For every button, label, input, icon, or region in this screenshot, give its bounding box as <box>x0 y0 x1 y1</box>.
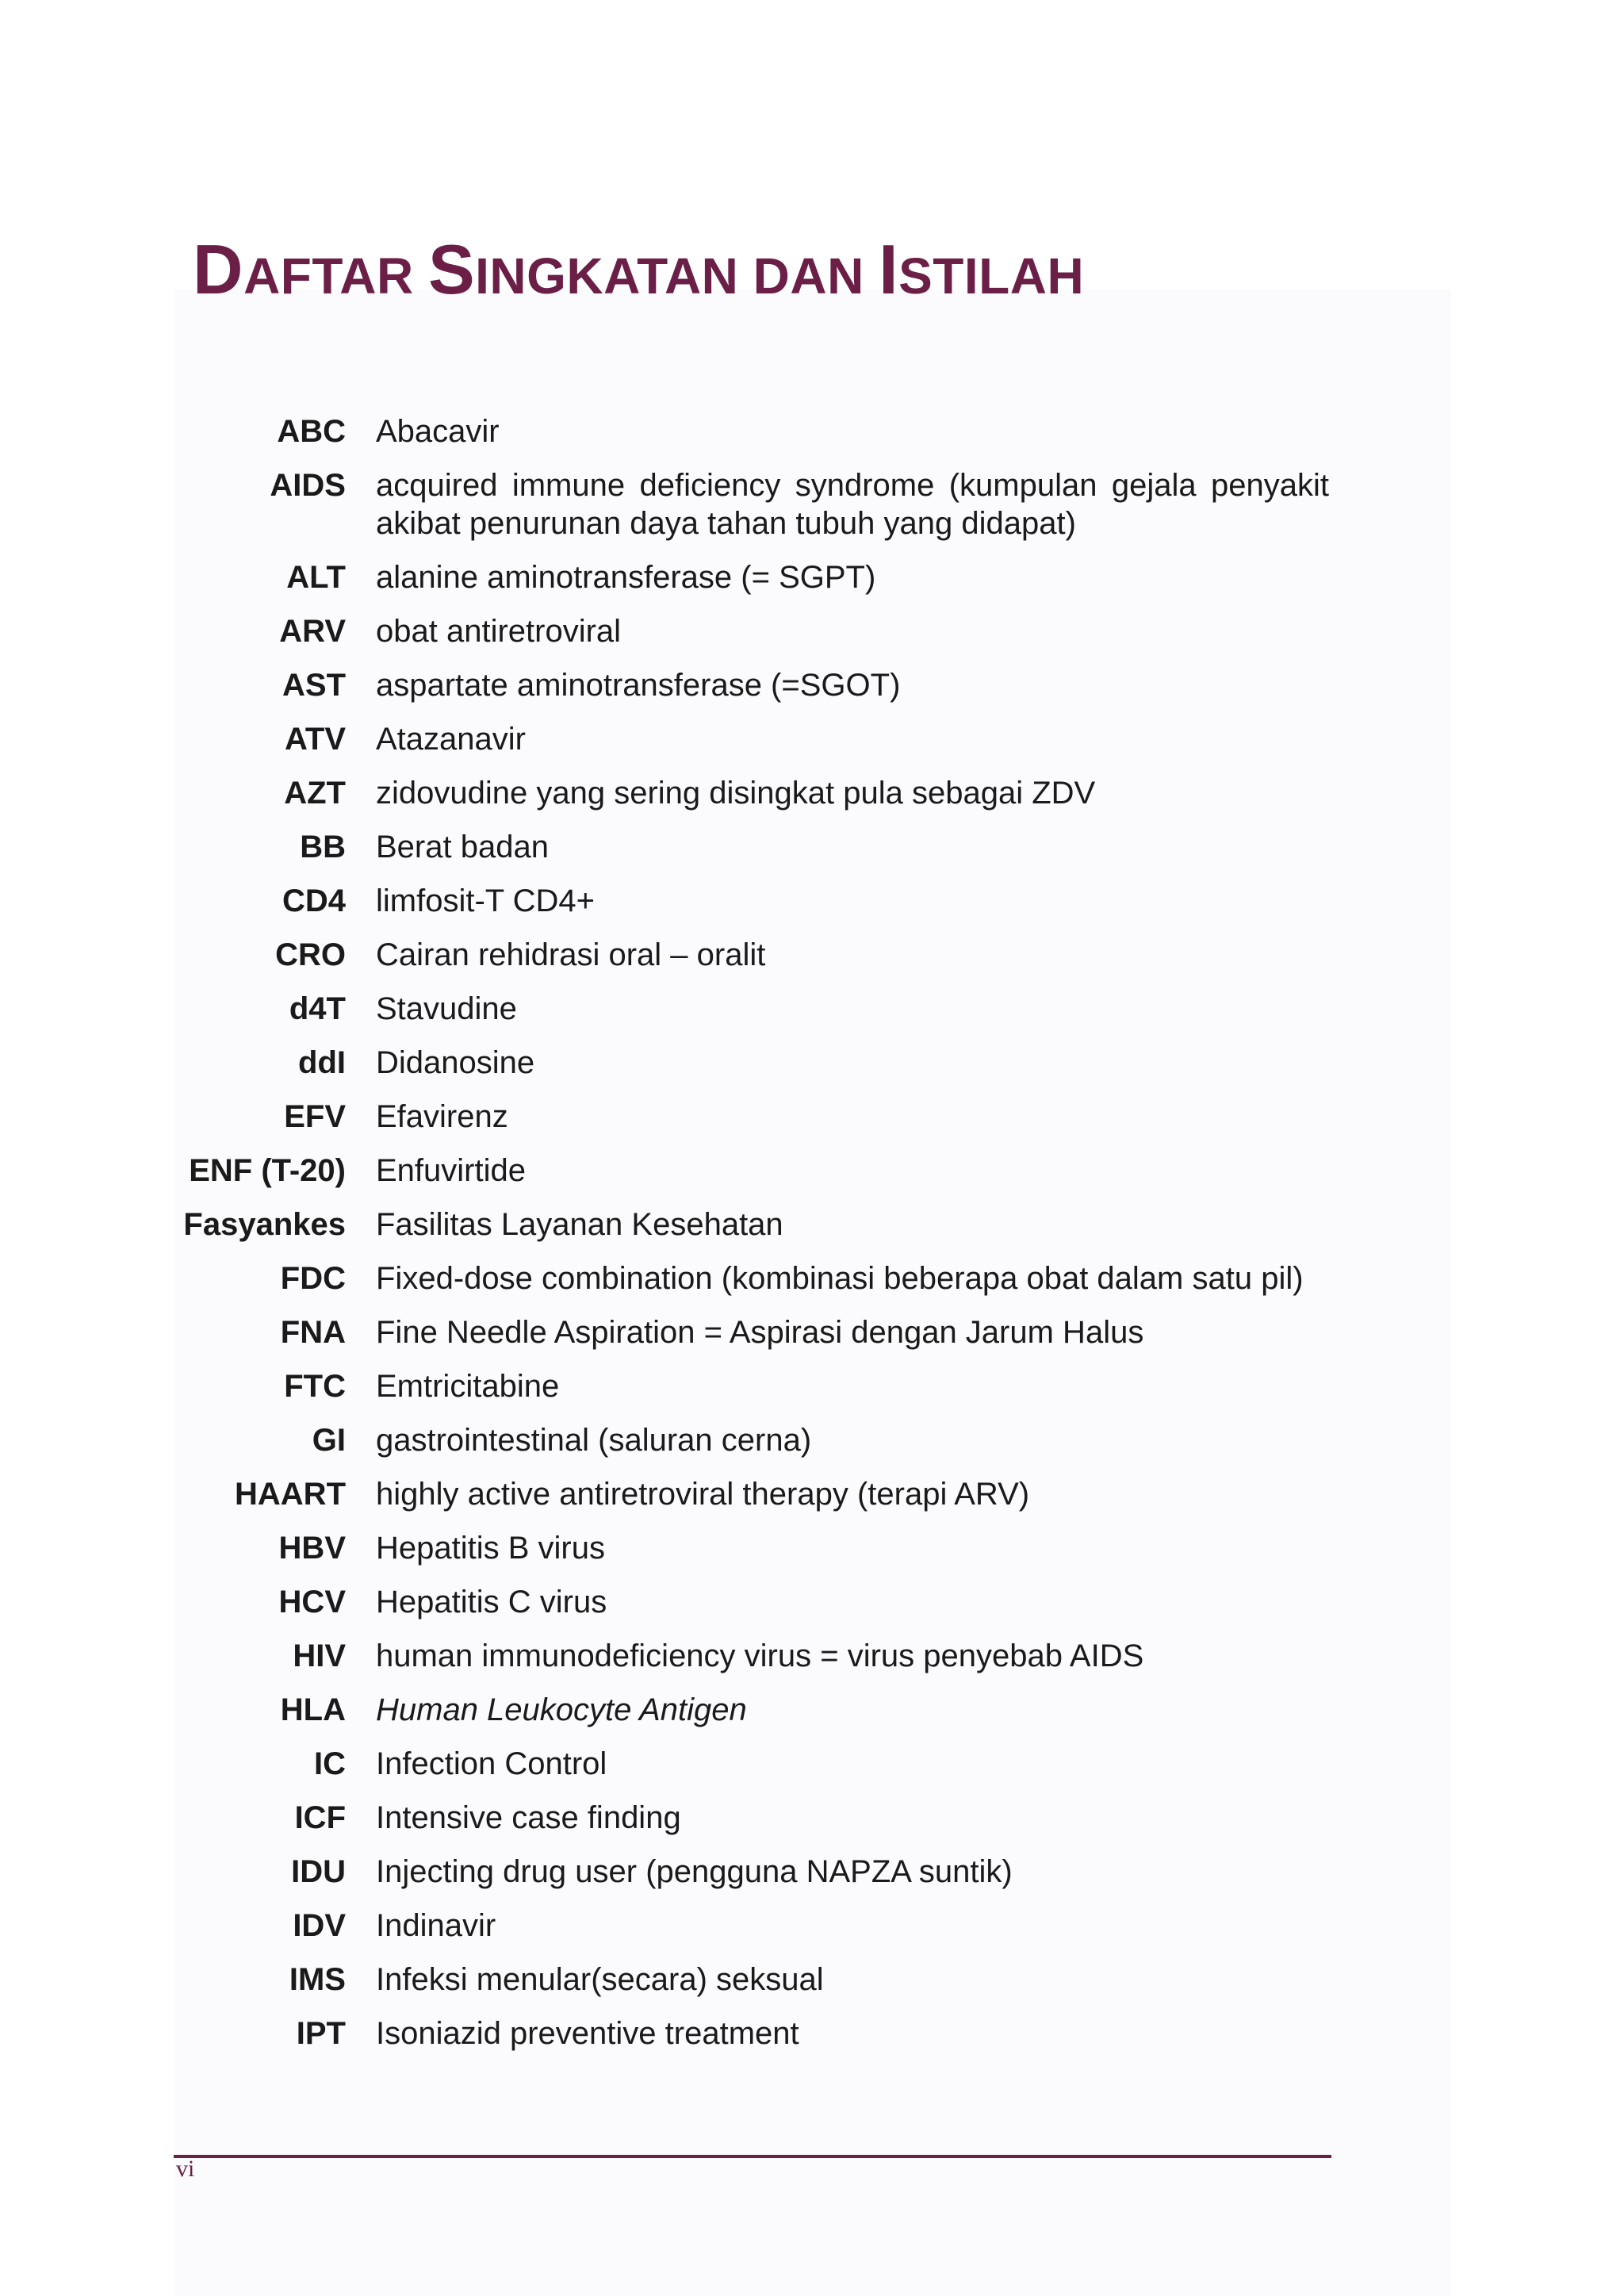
glossary-entry <box>0 1799 1624 1837</box>
glossary-abbreviation: CRO <box>275 937 346 972</box>
glossary-abbreviation: ABC <box>277 414 346 449</box>
glossary-entry <box>0 1367 1624 1405</box>
glossary-abbreviation: EFV <box>284 1099 346 1134</box>
glossary-definition: Injecting drug user (pengguna NAPZA suntik) <box>376 1854 1013 1889</box>
glossary-definition: Hepatitis B virus <box>376 1531 605 1566</box>
glossary-abbreviation: ICF <box>294 1800 346 1835</box>
glossary-abbreviation: ATV <box>284 722 346 757</box>
glossary-abbreviation: HCV <box>278 1585 346 1619</box>
glossary-abbreviation: HAART <box>235 1477 346 1512</box>
glossary-abbreviation: HBV <box>278 1531 346 1566</box>
glossary-definition: human immunodeficiency virus = virus penyebab AIDS <box>376 1639 1144 1673</box>
glossary-definition: limfosit-T CD4+ <box>376 884 595 918</box>
glossary-entry <box>0 720 1624 758</box>
glossary-abbreviation: HLA <box>280 1692 346 1727</box>
glossary-entry <box>0 1205 1624 1244</box>
glossary-definition: Fixed-dose combination (kombinasi beberapa obat dalam satu pil) <box>376 1261 1304 1296</box>
glossary-abbreviation: GI <box>312 1423 346 1458</box>
glossary-list <box>0 412 1624 2068</box>
glossary-entry <box>0 1961 1624 1999</box>
glossary-entry <box>0 1313 1624 1351</box>
glossary-entry <box>0 2014 1624 2053</box>
page-number: vi <box>176 2156 195 2182</box>
glossary-abbreviation: ARV <box>279 614 346 649</box>
glossary-abbreviation: ENF (T-20) <box>189 1153 346 1188</box>
glossary-entry <box>0 1529 1624 1567</box>
glossary-definition: highly active antiretroviral therapy (terapi ARV) <box>376 1477 1030 1512</box>
glossary-entry <box>0 412 1624 450</box>
glossary-abbreviation: IDU <box>291 1854 346 1889</box>
glossary-entry <box>0 466 1624 542</box>
glossary-abbreviation: IC <box>314 1746 346 1781</box>
title-initial-1: D <box>193 230 244 309</box>
glossary-definition: zidovudine yang sering disingkat pula sebagai ZDV <box>376 776 1096 811</box>
glossary-definition: Human Leukocyte Antigen <box>376 1692 747 1727</box>
glossary-entry <box>0 666 1624 704</box>
glossary-abbreviation: FNA <box>280 1315 346 1350</box>
glossary-entry <box>0 1637 1624 1675</box>
glossary-definition: acquired immune deficiency syndrome (kumpulan gejala penyakit akibat penurunan daya tahan tubuh yang didapat) <box>376 468 1329 541</box>
glossary-definition: Fasilitas Layanan Kesehatan <box>376 1207 783 1242</box>
glossary-abbreviation: IPT <box>296 2016 346 2051</box>
glossary-definition: Didanosine <box>376 1045 535 1080</box>
glossary-entry <box>0 558 1624 596</box>
glossary-entry <box>0 1152 1624 1190</box>
glossary-abbreviation: AZT <box>284 776 346 811</box>
glossary-abbreviation: d4T <box>289 991 346 1026</box>
title-rest-3: STILAH <box>898 247 1085 305</box>
footer-divider <box>174 2155 1331 2158</box>
glossary-definition: Infeksi menular(secara) seksual <box>376 1962 824 1997</box>
page-title <box>193 230 1085 309</box>
glossary-definition: Abacavir <box>376 414 500 449</box>
glossary-definition: gastrointestinal (saluran cerna) <box>376 1423 812 1458</box>
glossary-abbreviation: FTC <box>284 1369 346 1404</box>
glossary-entry <box>0 1259 1624 1297</box>
glossary-definition: Isoniazid preventive treatment <box>376 2016 799 2051</box>
glossary-definition: obat antiretroviral <box>376 614 622 649</box>
glossary-abbreviation: HIV <box>293 1639 346 1673</box>
glossary-entry <box>0 828 1624 866</box>
glossary-definition: alanine aminotransferase (= SGPT) <box>376 560 876 595</box>
glossary-entry <box>0 936 1624 974</box>
glossary-definition: Atazanavir <box>376 722 526 757</box>
title-initial-3: I <box>879 230 899 309</box>
title-rest-1: AFTAR <box>243 247 428 305</box>
glossary-definition: Emtricitabine <box>376 1369 560 1404</box>
glossary-abbreviation: FDC <box>280 1261 346 1296</box>
glossary-definition: Infection Control <box>376 1746 607 1781</box>
glossary-abbreviation: CD4 <box>282 884 346 918</box>
glossary-definition: aspartate aminotransferase (=SGOT) <box>376 668 901 703</box>
glossary-definition: Fine Needle Aspiration = Aspirasi dengan Jarum Halus <box>376 1315 1144 1350</box>
glossary-definition: Indinavir <box>376 1908 496 1943</box>
glossary-abbreviation: IMS <box>289 1962 346 1997</box>
glossary-entry <box>0 612 1624 650</box>
glossary-definition: Berat badan <box>376 830 549 864</box>
title-rest-2: INGKATAN DAN <box>475 247 879 305</box>
glossary-entry <box>0 1044 1624 1082</box>
glossary-entry <box>0 1583 1624 1621</box>
glossary-entry <box>0 882 1624 920</box>
glossary-abbreviation: ddI <box>298 1045 346 1080</box>
glossary-abbreviation: Fasyankes <box>183 1207 346 1242</box>
glossary-entry <box>0 1691 1624 1729</box>
glossary-definition: Enfuvirtide <box>376 1153 526 1188</box>
glossary-entry <box>0 1745 1624 1783</box>
glossary-abbreviation: BB <box>300 830 346 864</box>
glossary-entry <box>0 1475 1624 1513</box>
glossary-definition: Hepatitis C virus <box>376 1585 607 1619</box>
glossary-entry <box>0 1907 1624 1945</box>
glossary-entry <box>0 774 1624 812</box>
glossary-entry <box>0 990 1624 1028</box>
glossary-definition: Stavudine <box>376 991 517 1026</box>
glossary-definition: Cairan rehidrasi oral – oralit <box>376 937 766 972</box>
glossary-abbreviation: IDV <box>293 1908 346 1943</box>
glossary-entry <box>0 1098 1624 1136</box>
glossary-abbreviation: AIDS <box>270 468 346 503</box>
glossary-abbreviation: ALT <box>286 560 346 595</box>
glossary-definition: Efavirenz <box>376 1099 508 1134</box>
glossary-entry <box>0 1421 1624 1459</box>
glossary-abbreviation: AST <box>282 668 346 703</box>
glossary-entry <box>0 1853 1624 1891</box>
title-initial-2: S <box>427 230 476 309</box>
glossary-definition: Intensive case finding <box>376 1800 681 1835</box>
